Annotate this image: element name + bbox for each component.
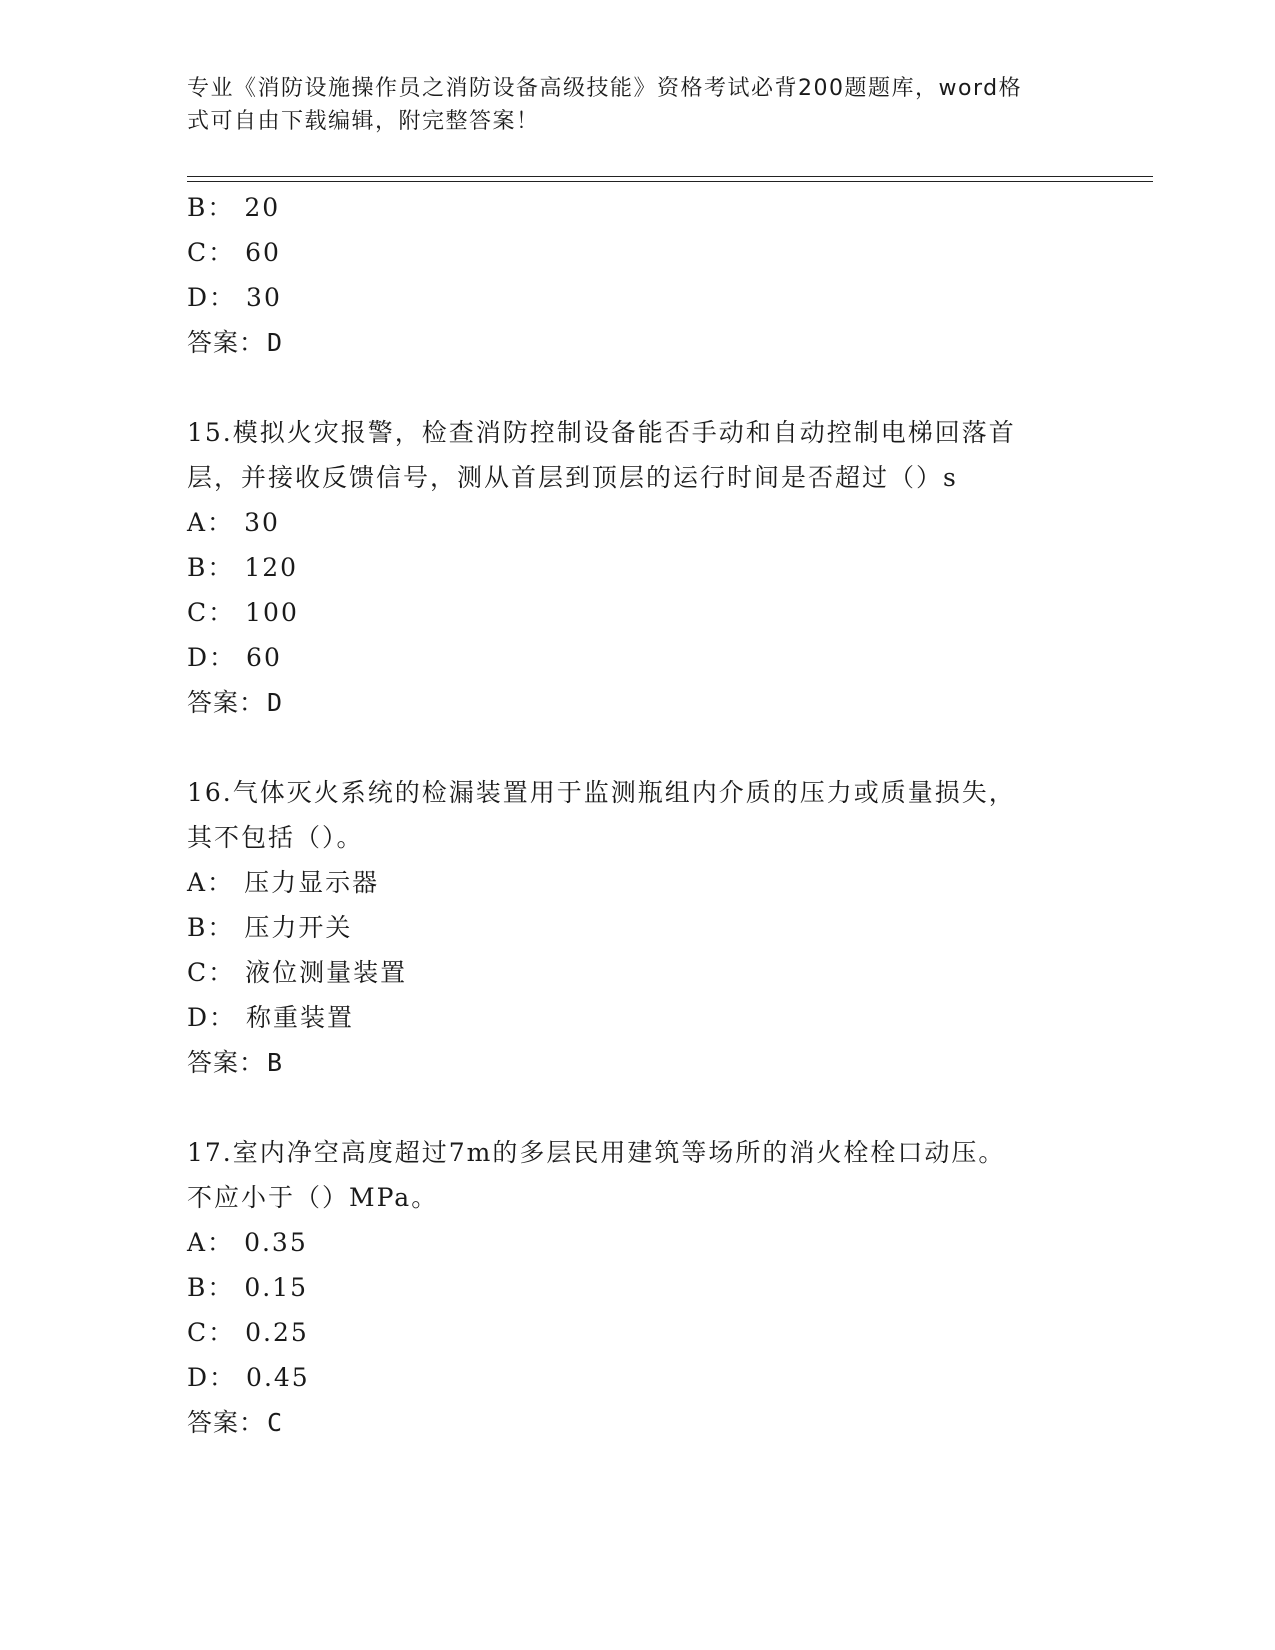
option-label: D： xyxy=(187,1363,237,1392)
option-label: B： xyxy=(187,913,235,942)
option-c xyxy=(187,1318,309,1348)
option-c xyxy=(187,958,407,988)
option-label: B： xyxy=(187,1273,235,1302)
option-text: 60 xyxy=(246,643,282,672)
option-a xyxy=(187,868,379,898)
option-text: 30 xyxy=(246,283,282,312)
option-label: C： xyxy=(187,598,236,627)
answer-label: 答案： xyxy=(187,328,266,357)
option-text: 120 xyxy=(244,553,299,582)
answer-line xyxy=(187,1048,283,1078)
answer-line xyxy=(187,688,283,718)
answer-line xyxy=(187,1408,283,1438)
option-label: C： xyxy=(187,238,236,267)
option-text: 称重装置 xyxy=(246,1003,355,1032)
header-divider-bottom xyxy=(187,181,1153,182)
answer-value: B xyxy=(267,1048,284,1077)
question-stem: 15.模拟火灾报警，检查消防控制设备能否手动和自动控制电梯回落首 xyxy=(187,418,1016,447)
option-d xyxy=(187,283,282,313)
question-stem-cont: 其不包括（）。 xyxy=(187,823,364,852)
question-stem-cont: 不应小于（）MPa。 xyxy=(187,1183,439,1212)
option-d xyxy=(187,643,282,673)
option-d xyxy=(187,1363,310,1393)
answer-value: D xyxy=(267,688,284,717)
option-label: C： xyxy=(187,958,236,987)
option-label: B： xyxy=(187,553,235,582)
option-text: 0.25 xyxy=(245,1318,309,1347)
option-text: 液位测量装置 xyxy=(245,958,408,987)
header-line-2: 式可自由下载编辑，附完整答案！ xyxy=(187,109,540,134)
option-a xyxy=(187,1228,308,1258)
option-text: 60 xyxy=(245,238,281,267)
option-d xyxy=(187,1003,354,1033)
option-c xyxy=(187,598,299,628)
option-c xyxy=(187,238,281,268)
document-header xyxy=(187,72,1067,138)
option-label: C： xyxy=(187,1318,236,1347)
option-b xyxy=(187,553,298,583)
header-line-1: 专业《消防设施操作员之消防设备高级技能》资格考试必背200题题库，word格 xyxy=(187,76,1023,101)
answer-label: 答案： xyxy=(187,1048,266,1077)
question-stem: 17.室内净空高度超过7m的多层民用建筑等场所的消火栓栓口动压。 xyxy=(187,1138,1006,1167)
question-stem-cont: 层，并接收反馈信号，测从首层到顶层的运行时间是否超过（）s xyxy=(187,463,958,492)
option-text: 0.35 xyxy=(244,1228,308,1257)
option-b xyxy=(187,913,352,943)
answer-value: D xyxy=(267,328,284,357)
option-label: D： xyxy=(187,1003,237,1032)
answer-value: C xyxy=(267,1408,284,1437)
option-text: 0.15 xyxy=(244,1273,309,1302)
option-label: A： xyxy=(187,1228,235,1257)
header-divider-top xyxy=(187,176,1153,177)
option-text: 20 xyxy=(244,193,281,222)
option-b xyxy=(187,193,280,223)
option-label: D： xyxy=(187,283,237,312)
option-label: B： xyxy=(187,193,235,222)
option-b xyxy=(187,1273,308,1303)
option-label: A： xyxy=(187,868,235,897)
option-text: 100 xyxy=(245,598,299,627)
option-label: A： xyxy=(187,508,235,537)
option-text: 压力开关 xyxy=(244,913,353,942)
option-text: 压力显示器 xyxy=(244,868,380,897)
answer-line xyxy=(187,328,283,358)
option-a xyxy=(187,508,280,538)
option-label: D： xyxy=(187,643,237,672)
answer-label: 答案： xyxy=(187,1408,266,1437)
question-stem: 16.气体灭火系统的检漏装置用于监测瓶组内介质的压力或质量损失， xyxy=(187,778,1016,807)
answer-label: 答案： xyxy=(187,688,266,717)
option-text: 30 xyxy=(244,508,280,537)
option-text: 0.45 xyxy=(246,1363,310,1392)
